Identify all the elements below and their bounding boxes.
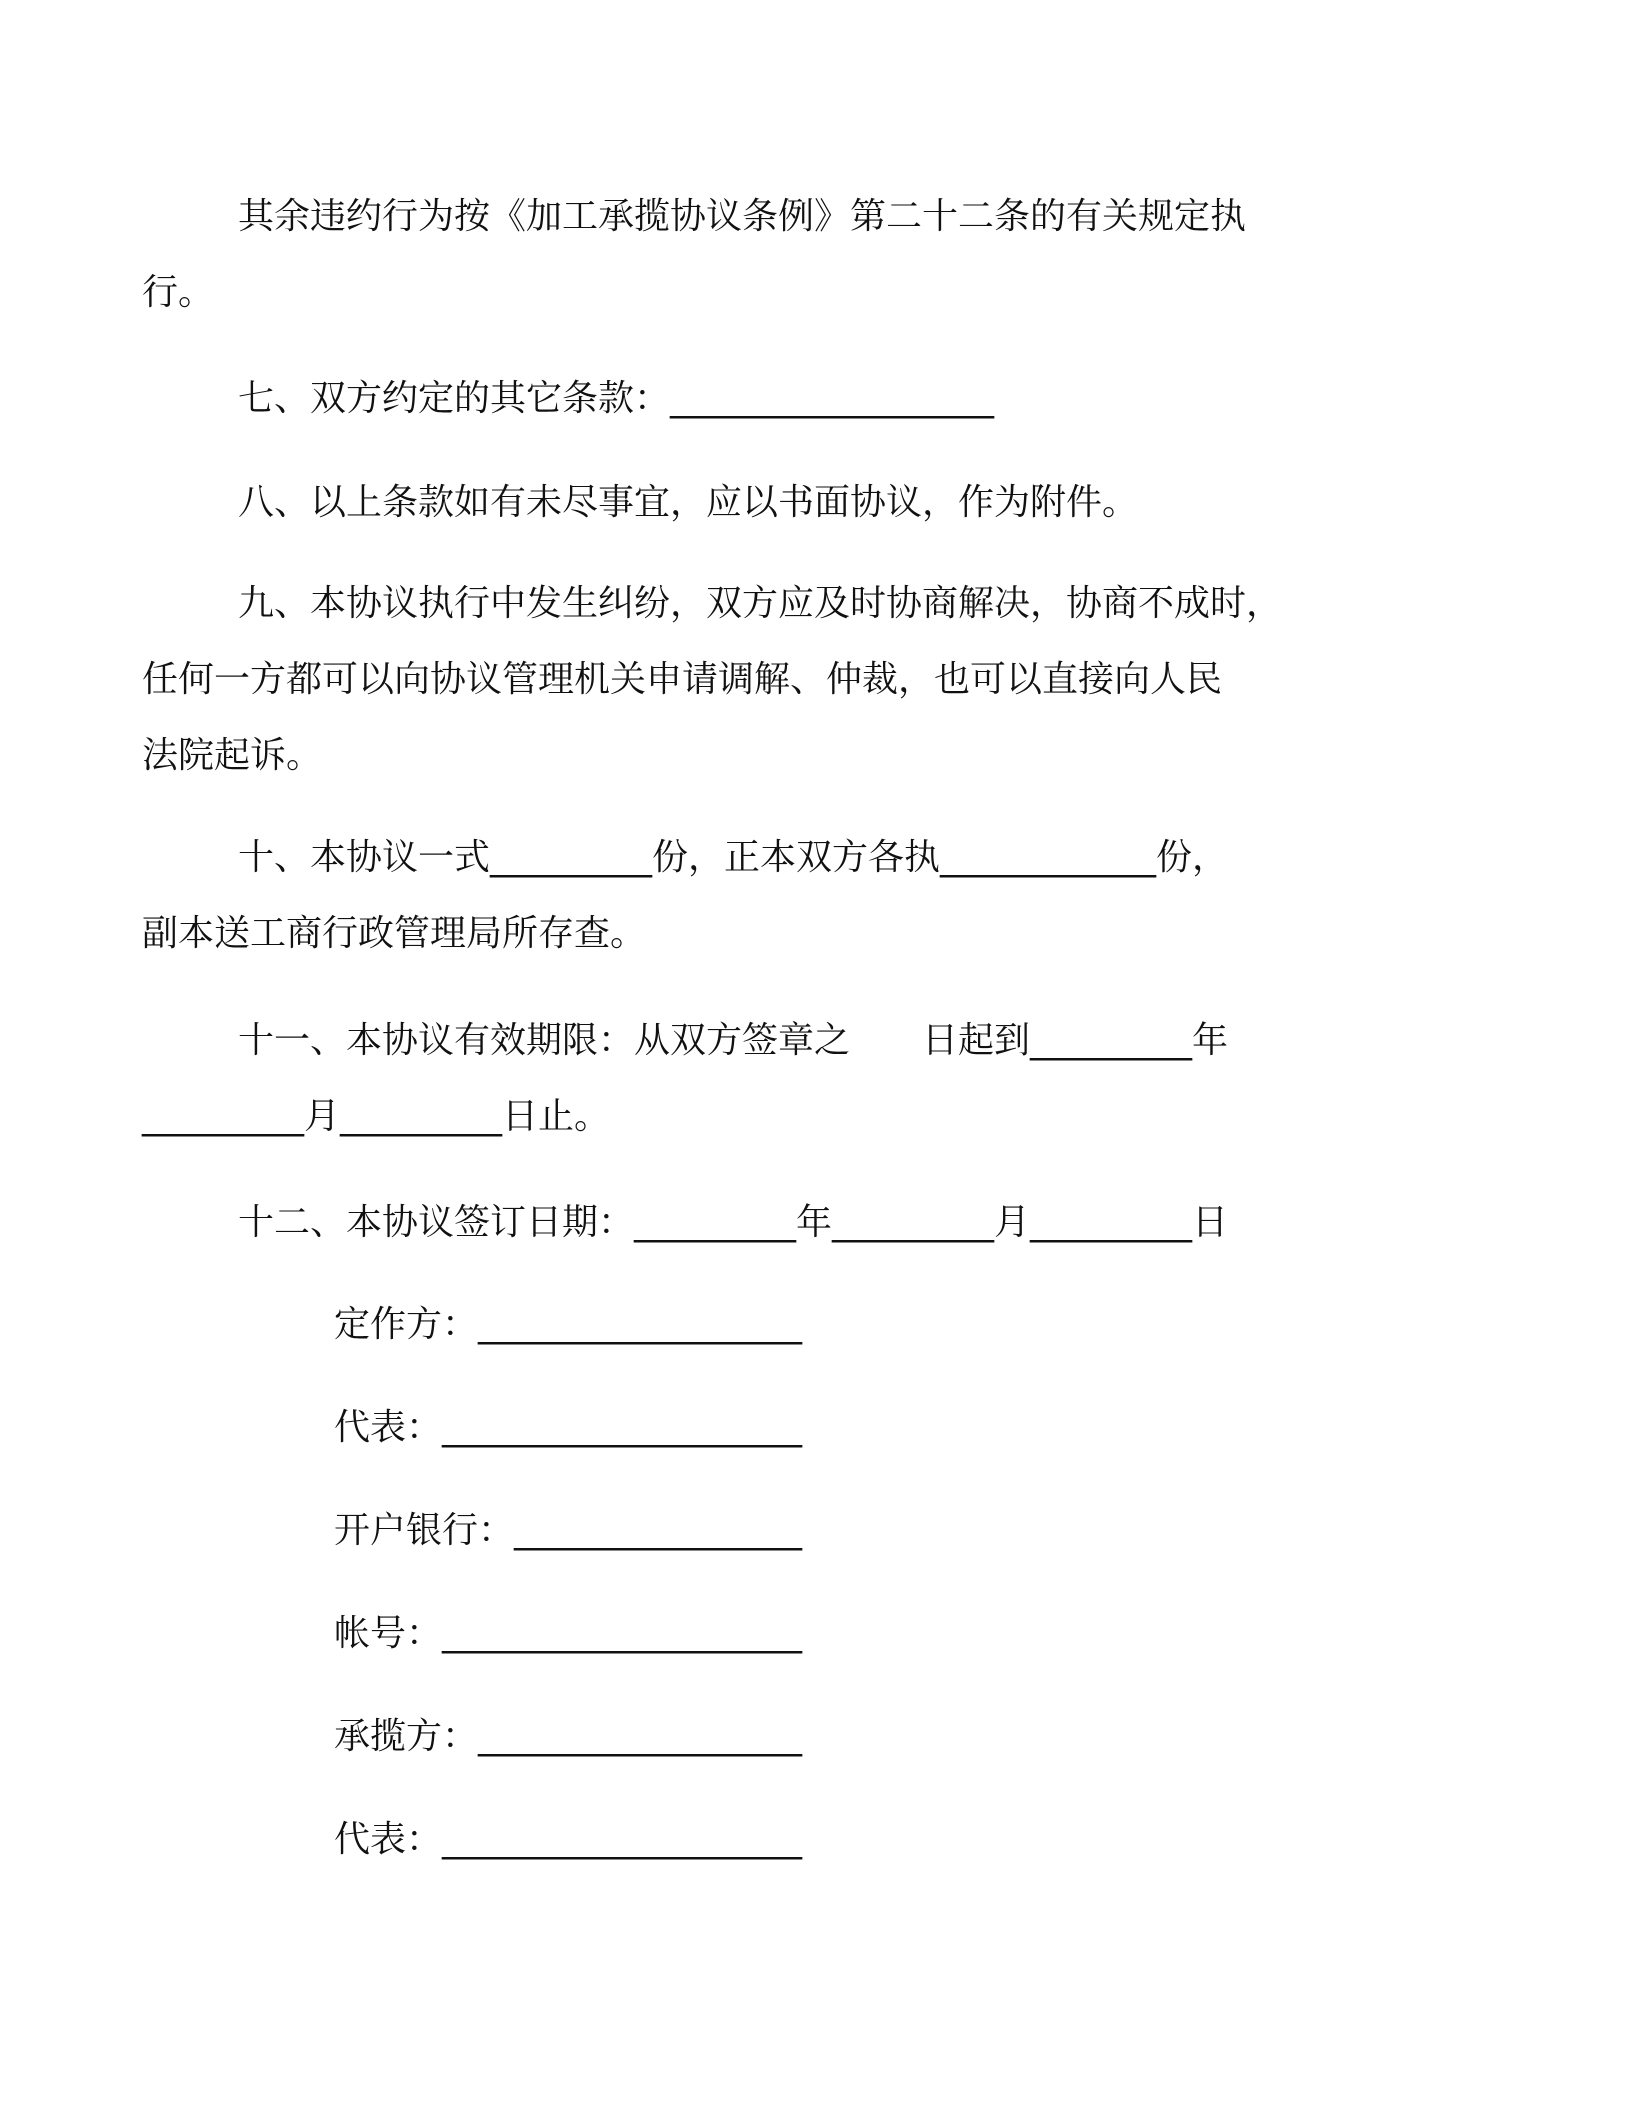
paragraph-line: 副本送工商行政管理局所存查。 bbox=[142, 913, 647, 954]
clause-9 bbox=[142, 566, 1418, 794]
account-number-field: 帐号：____________________ bbox=[334, 1613, 803, 1654]
paragraph-line: 八、以上条款如有未尽事宜，应以书面协议，作为附件。 bbox=[238, 482, 1139, 523]
clause-8 bbox=[238, 465, 1418, 541]
clause-7 bbox=[238, 361, 1418, 437]
orderer-representative-field: 代表：____________________ bbox=[334, 1407, 803, 1448]
paragraph-line: 十、本协议一式_________份，正本双方各执____________份， bbox=[238, 837, 1229, 878]
paragraph-line: 行。 bbox=[142, 272, 215, 313]
bank-field: 开户银行：________________ bbox=[334, 1510, 803, 1551]
paragraph-line: 其余违约行为按《加工承揽协议条例》第二十二条的有关规定执 bbox=[238, 196, 1247, 237]
paragraph-line: 任何一方都可以向协议管理机关申请调解、仲裁，也可以直接向人民 bbox=[142, 659, 1223, 700]
paragraph-line: 九、本协议执行中发生纠纷，双方应及时协商解决，协商不成时， bbox=[238, 583, 1283, 624]
clause-11 bbox=[142, 1003, 1418, 1155]
paragraph-line: _________月_________日止。 bbox=[142, 1096, 611, 1137]
orderer-field: 定作方：__________________ bbox=[334, 1304, 803, 1345]
contractor-representative-field: 代表：____________________ bbox=[334, 1819, 803, 1860]
contractor-field: 承揽方：__________________ bbox=[334, 1716, 803, 1757]
paragraph-line: 七、双方约定的其它条款：__________________ bbox=[238, 378, 995, 419]
clause-10 bbox=[142, 820, 1418, 972]
paragraph-line: 十一、本协议有效期限：从双方签章之 日起到_________年 bbox=[238, 1020, 1229, 1061]
clause-12 bbox=[238, 1185, 1418, 1261]
paragraph-line: 法院起诉。 bbox=[142, 735, 323, 776]
paragraph-line: 十二、本协议签订日期：_________年_________月_________日 bbox=[238, 1202, 1229, 1243]
paragraph-remaining-breach bbox=[142, 179, 1418, 331]
